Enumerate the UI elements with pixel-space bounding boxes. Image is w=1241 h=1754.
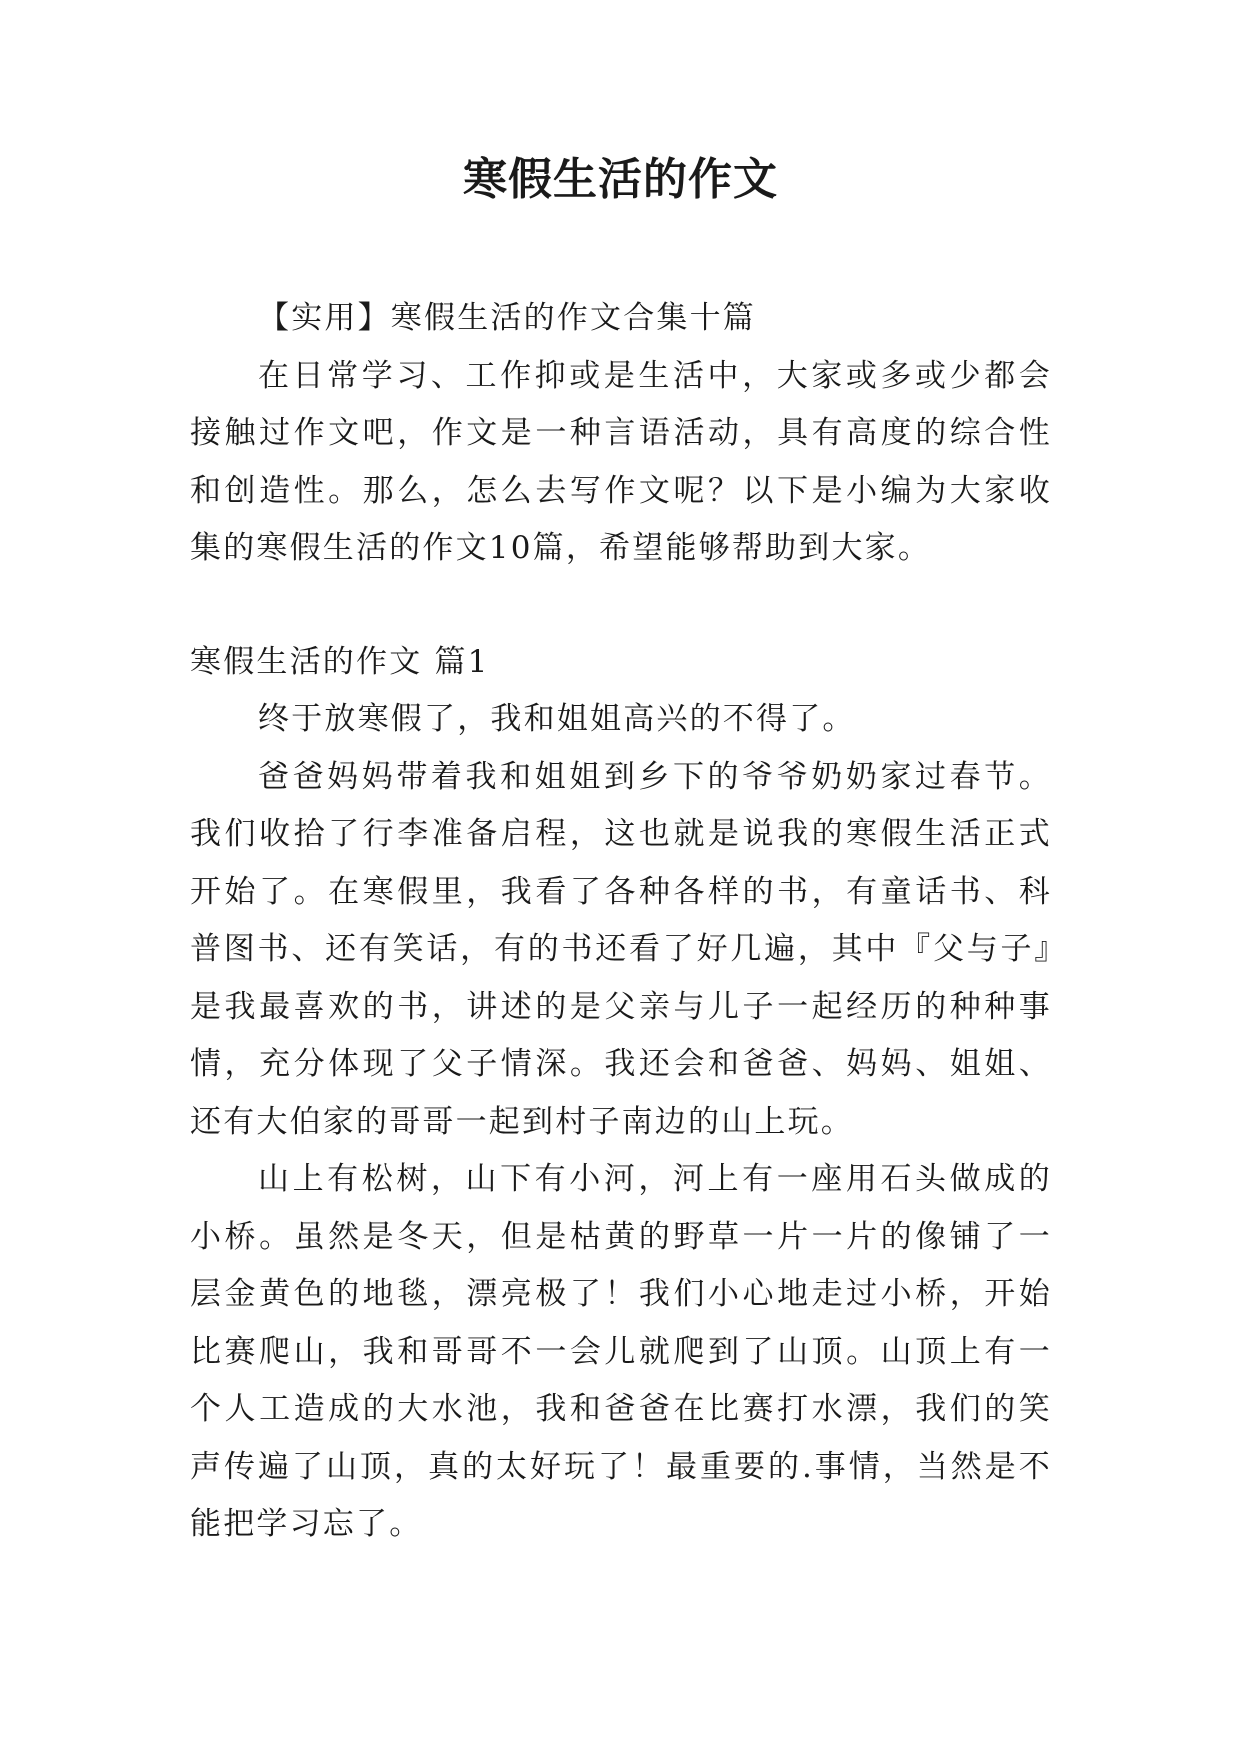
- body-paragraph-3: 山上有松树，山下有小河，河上有一座用石头做成的小桥。虽然是冬天，但是枯黄的野草一片一片的像铺了一层金黄色的地毯，漂亮极了！我们小心地走过小桥，开始比赛爬山，我和哥哥不一会儿就爬到了山顶。山顶上有一个人工造成的大水池，我和爸爸在比赛打水漂，我们的笑声传遍了山顶，真的太好玩了！最重要的.事情，当然是不能把学习忘了。: [190, 1161, 1052, 1542]
- section-heading: 寒假生活的作文 篇1: [190, 643, 490, 680]
- intro-paragraph: 在日常学习、工作抑或是生活中，大家或多或少都会接触过作文吧，作文是一种言语活动，具有高度的综合性和创造性。那么，怎么去写作文呢？以下是小编为大家收集的寒假生活的作文10篇，希望能够帮助到大家。: [190, 357, 1052, 566]
- body-paragraph-1: 终于放寒假了，我和姐姐高兴的不得了。: [258, 701, 856, 737]
- document-body: [190, 290, 1052, 1554]
- document-title: 寒假生活的作文: [463, 154, 778, 205]
- subtitle-line: 【实用】寒假生活的作文合集十篇: [258, 300, 756, 336]
- body-paragraph-2: 爸爸妈妈带着我和姐姐到乡下的爷爷奶奶家过春节。我们收拾了行李准备启程，这也就是说我的寒假生活正式开始了。在寒假里，我看了各种各样的书，有童话书、科普图书、还有笑话，有的书还看了好几遍，其中『父与子』是我最喜欢的书，讲述的是父亲与儿子一起经历的种种事情，充分体现了父子情深。我还会和爸爸、妈妈、姐姐、还有大伯家的哥哥一起到村子南边的山上玩。: [190, 758, 1052, 1140]
